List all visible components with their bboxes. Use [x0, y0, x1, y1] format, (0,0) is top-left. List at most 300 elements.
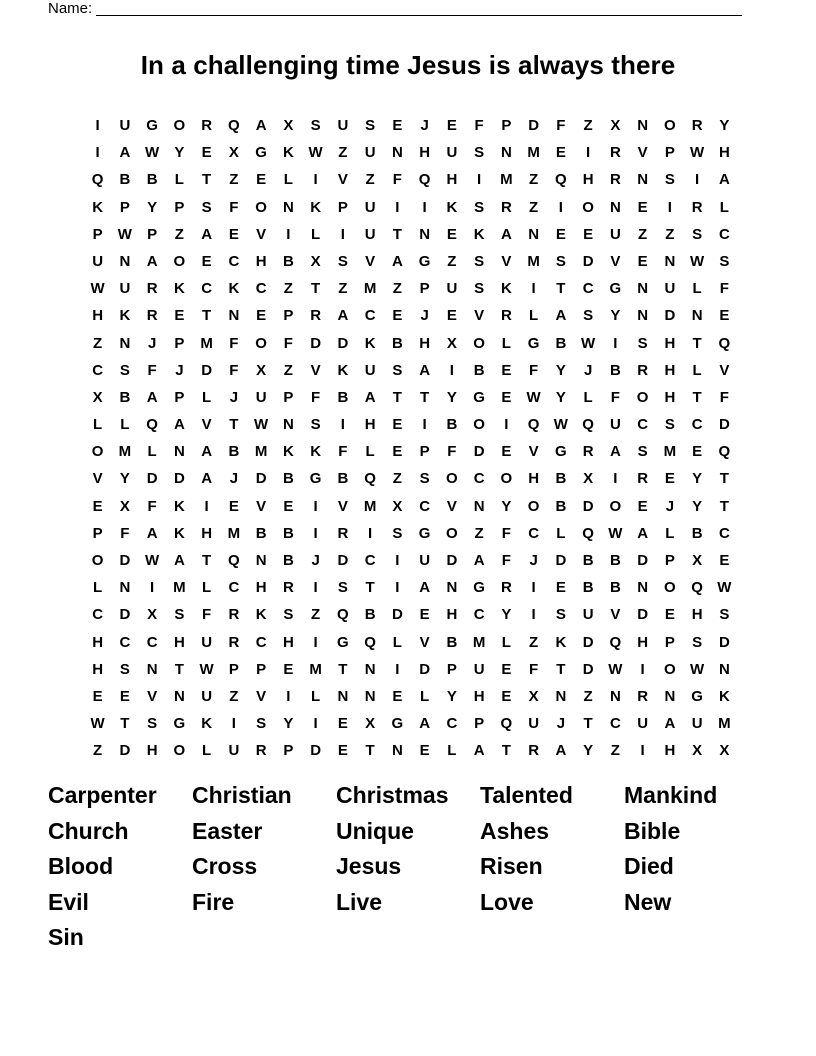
grid-letter[interactable]: L — [202, 388, 212, 406]
grid-letter[interactable]: B — [609, 579, 621, 597]
grid-letter[interactable]: S — [474, 144, 485, 162]
grid-letter[interactable]: R — [582, 443, 594, 461]
grid-letter[interactable]: F — [447, 443, 457, 461]
grid-letter[interactable]: R — [255, 742, 267, 760]
grid-letter[interactable]: O — [500, 470, 513, 488]
grid-letter[interactable]: I — [613, 470, 618, 488]
grid-letter[interactable]: H — [582, 171, 594, 189]
grid-letter[interactable]: E — [719, 307, 730, 325]
grid-letter[interactable]: I — [313, 171, 318, 189]
grid-letter[interactable]: K — [255, 606, 267, 624]
grid-letter[interactable]: R — [282, 579, 294, 597]
grid-letter[interactable]: U — [664, 280, 676, 298]
grid-letter[interactable]: P — [174, 388, 185, 406]
grid-letter[interactable]: S — [392, 524, 403, 542]
grid-letter[interactable]: Z — [583, 117, 593, 134]
grid-letter[interactable]: D — [173, 470, 185, 488]
grid-letter[interactable]: O — [255, 334, 267, 352]
grid-letter[interactable]: S — [310, 117, 321, 134]
grid-letter[interactable]: N — [637, 171, 649, 189]
grid-letter[interactable]: A — [391, 252, 403, 270]
grid-letter[interactable]: H — [201, 524, 213, 542]
grid-letter[interactable]: X — [119, 497, 130, 515]
grid-letter[interactable]: F — [529, 361, 539, 379]
grid-letter[interactable]: D — [637, 606, 649, 624]
grid-letter[interactable]: N — [228, 307, 240, 325]
grid-letter[interactable]: U — [337, 117, 349, 134]
grid-letter[interactable]: L — [501, 334, 511, 352]
grid-letter[interactable]: E — [419, 742, 430, 760]
grid-letter[interactable]: S — [474, 252, 485, 270]
grid-letter[interactable]: W — [690, 144, 705, 162]
grid-letter[interactable]: O — [609, 497, 622, 515]
grid-letter[interactable]: S — [119, 361, 130, 379]
name-field[interactable] — [48, 0, 742, 16]
grid-letter[interactable]: L — [692, 361, 702, 379]
grid-letter[interactable]: K — [201, 715, 213, 733]
grid-letter[interactable]: A — [146, 388, 158, 406]
grid-letter[interactable]: H — [691, 606, 703, 624]
grid-letter[interactable]: Q — [527, 416, 540, 434]
grid-letter[interactable]: P — [501, 117, 512, 134]
grid-letter[interactable]: P — [256, 660, 267, 678]
grid-letter[interactable]: R — [500, 579, 512, 597]
grid-letter[interactable]: X — [147, 606, 158, 624]
grid-letter[interactable]: Z — [392, 280, 402, 298]
grid-letter[interactable]: M — [527, 252, 540, 270]
grid-letter[interactable]: N — [473, 497, 485, 515]
grid-letter[interactable]: K — [173, 497, 185, 515]
grid-letter[interactable]: U — [609, 416, 621, 434]
grid-letter[interactable]: Q — [364, 633, 376, 651]
grid-letter[interactable]: A — [255, 117, 267, 134]
grid-letter[interactable]: V — [92, 470, 103, 488]
grid-letter[interactable]: H — [255, 252, 267, 270]
grid-letter[interactable]: U — [637, 715, 649, 733]
grid-letter[interactable]: E — [256, 307, 267, 325]
grid-letter[interactable]: P — [419, 280, 430, 298]
grid-letter[interactable]: W — [90, 280, 105, 298]
grid-letter[interactable]: A — [173, 416, 185, 434]
grid-letter[interactable]: X — [528, 687, 539, 705]
grid-letter[interactable]: V — [256, 225, 267, 243]
grid-letter[interactable]: C — [718, 225, 730, 243]
grid-letter[interactable]: M — [527, 144, 540, 162]
grid-letter[interactable]: F — [229, 361, 239, 379]
grid-letter[interactable]: T — [420, 388, 430, 406]
grid-letter[interactable]: E — [92, 497, 103, 515]
grid-letter[interactable]: N — [119, 252, 131, 270]
grid-letter[interactable]: Q — [418, 171, 431, 189]
grid-letter[interactable]: B — [582, 579, 594, 597]
grid-letter[interactable]: B — [609, 552, 621, 569]
grid-letter[interactable]: T — [392, 225, 402, 243]
grid-letter[interactable]: P — [664, 144, 675, 162]
grid-letter[interactable]: L — [147, 443, 157, 461]
grid-letter[interactable]: K — [473, 225, 485, 243]
grid-letter[interactable]: S — [719, 252, 730, 270]
grid-letter[interactable]: Z — [529, 171, 539, 189]
grid-letter[interactable]: Q — [691, 579, 703, 597]
grid-letter[interactable]: X — [392, 497, 403, 515]
grid-letter[interactable]: B — [146, 171, 158, 189]
grid-letter[interactable]: U — [92, 252, 104, 270]
grid-letter[interactable]: W — [308, 144, 323, 162]
grid-letter[interactable]: X — [228, 144, 239, 162]
grid-letter[interactable]: H — [446, 606, 458, 624]
grid-letter[interactable]: Y — [119, 470, 130, 488]
grid-letter[interactable]: X — [92, 388, 103, 406]
grid-letter[interactable]: D — [637, 552, 649, 569]
grid-letter[interactable]: N — [119, 334, 131, 352]
grid-letter[interactable]: Z — [638, 225, 648, 243]
grid-letter[interactable]: E — [419, 606, 430, 624]
grid-letter[interactable]: V — [310, 361, 321, 379]
grid-letter[interactable]: B — [555, 470, 567, 488]
grid-letter[interactable]: M — [663, 443, 677, 461]
grid-letter[interactable]: T — [556, 660, 566, 678]
grid-letter[interactable]: A — [201, 443, 213, 461]
grid-letter[interactable]: E — [228, 497, 239, 515]
grid-letter[interactable]: T — [392, 388, 402, 406]
grid-letter[interactable]: B — [364, 606, 376, 624]
grid-letter[interactable]: T — [202, 552, 212, 569]
grid-letter[interactable]: F — [147, 361, 157, 379]
grid-letter[interactable]: N — [500, 144, 512, 162]
grid-letter[interactable]: S — [310, 416, 321, 434]
grid-letter[interactable]: O — [664, 660, 676, 678]
grid-letter[interactable]: L — [719, 198, 729, 216]
grid-letter[interactable]: P — [283, 307, 294, 325]
grid-letter[interactable]: X — [310, 252, 321, 270]
grid-letter[interactable]: T — [719, 497, 729, 515]
grid-letter[interactable]: S — [365, 117, 376, 134]
grid-letter[interactable]: S — [474, 280, 485, 298]
grid-letter[interactable]: O — [636, 388, 649, 406]
grid-letter[interactable]: H — [664, 742, 676, 760]
grid-letter[interactable]: L — [174, 171, 184, 189]
grid-letter[interactable]: E — [555, 579, 566, 597]
grid-letter[interactable]: D — [419, 660, 431, 678]
grid-letter[interactable]: H — [364, 416, 376, 434]
grid-letter[interactable]: A — [201, 225, 213, 243]
grid-letter[interactable]: A — [146, 524, 158, 542]
grid-letter[interactable]: E — [446, 117, 457, 134]
grid-letter[interactable]: H — [637, 633, 649, 651]
grid-letter[interactable]: N — [637, 579, 649, 597]
grid-letter[interactable]: S — [283, 606, 294, 624]
grid-letter[interactable]: I — [313, 579, 318, 597]
grid-letter[interactable]: P — [419, 443, 430, 461]
grid-letter[interactable]: S — [174, 606, 185, 624]
grid-letter[interactable]: C — [364, 552, 376, 569]
grid-letter[interactable]: O — [173, 742, 186, 760]
grid-letter[interactable]: O — [664, 117, 676, 134]
grid-letter[interactable]: S — [719, 606, 730, 624]
grid-letter[interactable]: I — [640, 660, 645, 678]
grid-letter[interactable]: J — [665, 497, 675, 515]
grid-letter[interactable]: Z — [529, 633, 539, 651]
grid-letter[interactable]: S — [637, 443, 648, 461]
grid-letter[interactable]: F — [392, 171, 402, 189]
grid-letter[interactable]: N — [173, 687, 185, 705]
grid-letter[interactable]: E — [664, 606, 675, 624]
grid-letter[interactable]: D — [582, 660, 594, 678]
grid-letter[interactable]: R — [310, 307, 322, 325]
grid-letter[interactable]: M — [500, 171, 513, 189]
grid-letter[interactable]: K — [282, 443, 294, 461]
grid-letter[interactable]: E — [501, 443, 512, 461]
grid-letter[interactable]: R — [500, 198, 512, 216]
grid-letter[interactable]: A — [173, 552, 185, 569]
grid-letter[interactable]: N — [609, 687, 621, 705]
grid-letter[interactable]: V — [446, 497, 457, 515]
grid-letter[interactable]: I — [531, 606, 536, 624]
grid-letter[interactable]: N — [637, 117, 649, 134]
grid-letter[interactable]: Y — [610, 307, 621, 325]
grid-letter[interactable]: P — [474, 715, 485, 733]
grid-letter[interactable]: W — [608, 524, 623, 542]
grid-letter[interactable]: W — [254, 416, 269, 434]
grid-letter[interactable]: F — [147, 497, 157, 515]
grid-letter[interactable]: I — [95, 117, 100, 134]
grid-letter[interactable]: Y — [501, 497, 512, 515]
grid-letter[interactable]: N — [255, 552, 267, 569]
grid-letter[interactable]: K — [310, 443, 322, 461]
grid-letter[interactable]: D — [664, 307, 676, 325]
grid-letter[interactable]: X — [256, 361, 267, 379]
grid-letter[interactable]: A — [500, 225, 512, 243]
grid-letter[interactable]: S — [664, 171, 675, 189]
grid-letter[interactable]: V — [256, 687, 267, 705]
grid-letter[interactable]: H — [173, 633, 185, 651]
grid-letter[interactable]: I — [395, 198, 400, 216]
grid-letter[interactable]: N — [173, 443, 185, 461]
grid-letter[interactable]: X — [283, 117, 294, 134]
grid-letter[interactable]: U — [119, 117, 131, 134]
grid-letter[interactable]: P — [147, 225, 158, 243]
grid-letter[interactable]: H — [146, 742, 158, 760]
grid-letter[interactable]: C — [92, 606, 104, 624]
grid-letter[interactable]: B — [555, 497, 567, 515]
grid-letter[interactable]: L — [120, 416, 130, 434]
grid-letter[interactable]: H — [255, 579, 267, 597]
grid-letter[interactable]: E — [501, 660, 512, 678]
grid-letter[interactable]: B — [282, 470, 294, 488]
grid-letter[interactable]: P — [174, 334, 185, 352]
grid-letter[interactable]: W — [145, 552, 160, 569]
grid-letter[interactable]: W — [690, 252, 705, 270]
grid-letter[interactable]: Q — [718, 334, 731, 352]
grid-letter[interactable]: E — [92, 687, 103, 705]
grid-letter[interactable]: O — [473, 416, 485, 434]
grid-letter[interactable]: R — [337, 524, 349, 542]
grid-letter[interactable]: V — [337, 497, 348, 515]
grid-letter[interactable]: D — [201, 361, 213, 379]
grid-letter[interactable]: H — [446, 171, 458, 189]
grid-letter[interactable]: C — [364, 307, 376, 325]
grid-letter[interactable]: K — [173, 524, 185, 542]
grid-letter[interactable]: E — [392, 307, 403, 325]
grid-letter[interactable]: G — [555, 443, 567, 461]
grid-letter[interactable]: W — [553, 416, 568, 434]
grid-letter[interactable]: X — [692, 742, 703, 760]
grid-letter[interactable]: A — [337, 307, 349, 325]
grid-letter[interactable]: B — [255, 524, 267, 542]
grid-letter[interactable]: D — [446, 552, 458, 569]
grid-letter[interactable]: F — [529, 660, 539, 678]
grid-letter[interactable]: Z — [283, 361, 293, 379]
grid-letter[interactable]: E — [256, 171, 267, 189]
grid-letter[interactable]: P — [664, 633, 675, 651]
grid-letter[interactable]: Z — [447, 252, 457, 270]
grid-letter[interactable]: K — [282, 144, 294, 162]
grid-letter[interactable]: F — [229, 198, 239, 216]
grid-letter[interactable]: G — [691, 687, 703, 705]
grid-letter[interactable]: U — [364, 144, 376, 162]
grid-letter[interactable]: D — [310, 742, 322, 760]
grid-letter[interactable]: R — [637, 361, 649, 379]
grid-letter[interactable]: M — [254, 443, 268, 461]
grid-letter[interactable]: N — [146, 660, 158, 678]
grid-letter[interactable]: H — [419, 144, 431, 162]
grid-letter[interactable]: C — [92, 361, 104, 379]
grid-letter[interactable]: C — [718, 524, 730, 542]
grid-letter[interactable]: S — [147, 715, 158, 733]
grid-letter[interactable]: D — [473, 443, 485, 461]
grid-letter[interactable]: I — [586, 144, 591, 162]
grid-letter[interactable]: S — [583, 307, 594, 325]
grid-letter[interactable]: P — [283, 742, 294, 760]
grid-letter[interactable]: Q — [364, 470, 376, 488]
grid-letter[interactable]: H — [419, 334, 431, 352]
grid-letter[interactable]: I — [313, 524, 318, 542]
grid-letter[interactable]: E — [392, 443, 403, 461]
grid-letter[interactable]: T — [692, 388, 702, 406]
grid-letter[interactable]: J — [420, 307, 429, 325]
grid-letter[interactable]: N — [391, 742, 403, 760]
grid-letter[interactable]: B — [337, 388, 349, 406]
grid-letter[interactable]: Z — [229, 687, 239, 705]
grid-letter[interactable]: N — [528, 225, 540, 243]
grid-letter[interactable]: Q — [500, 715, 513, 733]
grid-letter[interactable]: M — [309, 660, 322, 678]
grid-letter[interactable]: I — [231, 715, 236, 733]
grid-letter[interactable]: I — [313, 497, 318, 515]
grid-letter[interactable]: X — [610, 117, 621, 134]
grid-letter[interactable]: M — [363, 497, 377, 515]
grid-letter[interactable]: B — [391, 334, 403, 352]
grid-letter[interactable]: I — [395, 579, 400, 597]
grid-letter[interactable]: S — [392, 361, 403, 379]
grid-letter[interactable]: V — [419, 633, 430, 651]
grid-letter[interactable]: Q — [228, 117, 240, 134]
grid-letter[interactable]: F — [501, 524, 511, 542]
grid-letter[interactable]: I — [313, 633, 318, 651]
grid-letter[interactable]: Q — [146, 416, 158, 434]
grid-letter[interactable]: X — [583, 470, 594, 488]
grid-letter[interactable]: O — [446, 524, 458, 542]
grid-letter[interactable]: Z — [338, 144, 348, 162]
grid-letter[interactable]: R — [228, 606, 240, 624]
grid-letter[interactable]: R — [146, 280, 158, 298]
grid-letter[interactable]: H — [92, 633, 104, 651]
grid-letter[interactable]: D — [119, 552, 131, 569]
grid-letter[interactable]: B — [282, 252, 294, 270]
grid-letter[interactable]: A — [555, 307, 567, 325]
grid-letter[interactable]: B — [446, 633, 458, 651]
grid-letter[interactable]: H — [664, 361, 676, 379]
grid-letter[interactable]: I — [613, 334, 618, 352]
grid-letter[interactable]: N — [119, 579, 131, 597]
grid-letter[interactable]: A — [364, 388, 376, 406]
grid-letter[interactable]: D — [337, 334, 349, 352]
grid-letter[interactable]: V — [337, 171, 348, 189]
grid-letter[interactable]: Q — [91, 171, 104, 189]
grid-letter[interactable]: A — [718, 171, 730, 189]
grid-letter[interactable]: E — [664, 470, 675, 488]
grid-letter[interactable]: G — [418, 252, 431, 270]
grid-letter[interactable]: L — [556, 524, 566, 542]
grid-letter[interactable]: I — [204, 497, 209, 515]
grid-letter[interactable]: H — [664, 388, 676, 406]
grid-letter[interactable]: N — [664, 687, 676, 705]
grid-letter[interactable]: I — [340, 416, 345, 434]
grid-letter[interactable]: K — [337, 361, 349, 379]
grid-letter[interactable]: E — [637, 497, 648, 515]
grid-letter[interactable]: M — [718, 715, 731, 733]
grid-letter[interactable]: N — [364, 660, 376, 678]
grid-letter[interactable]: O — [91, 443, 104, 461]
grid-letter[interactable]: Y — [283, 715, 294, 733]
grid-letter[interactable]: A — [555, 742, 567, 760]
grid-letter[interactable]: Z — [93, 742, 103, 760]
grid-letter[interactable]: N — [718, 660, 730, 678]
grid-letter[interactable]: T — [120, 715, 130, 733]
grid-letter[interactable]: A — [419, 579, 431, 597]
grid-letter[interactable]: L — [311, 687, 321, 705]
grid-letter[interactable]: E — [719, 552, 730, 569]
grid-letter[interactable]: F — [229, 334, 239, 352]
grid-letter[interactable]: O — [473, 334, 485, 352]
grid-letter[interactable]: D — [582, 497, 594, 515]
grid-letter[interactable]: S — [555, 252, 566, 270]
grid-letter[interactable]: V — [637, 144, 648, 162]
grid-letter[interactable]: U — [473, 660, 485, 678]
grid-letter[interactable]: Z — [311, 606, 321, 624]
grid-letter[interactable]: T — [202, 171, 212, 189]
grid-letter[interactable]: E — [283, 497, 294, 515]
grid-letter[interactable]: B — [282, 524, 294, 542]
grid-letter[interactable]: M — [227, 524, 241, 542]
grid-letter[interactable]: B — [228, 443, 240, 461]
grid-letter[interactable]: K — [92, 198, 104, 216]
grid-letter[interactable]: U — [228, 742, 240, 760]
grid-letter[interactable]: Z — [93, 334, 103, 352]
grid-letter[interactable]: E — [283, 660, 294, 678]
grid-letter[interactable]: V — [201, 416, 212, 434]
grid-letter[interactable]: V — [501, 252, 512, 270]
grid-letter[interactable]: M — [363, 280, 377, 298]
grid-letter[interactable]: X — [365, 715, 376, 733]
grid-letter[interactable]: E — [337, 742, 348, 760]
grid-letter[interactable]: Y — [719, 117, 730, 134]
grid-letter[interactable]: V — [256, 497, 267, 515]
grid-letter[interactable]: Y — [147, 198, 158, 216]
grid-letter[interactable]: L — [202, 742, 212, 760]
grid-letter[interactable]: Z — [283, 280, 293, 298]
grid-letter[interactable]: Q — [609, 633, 622, 651]
